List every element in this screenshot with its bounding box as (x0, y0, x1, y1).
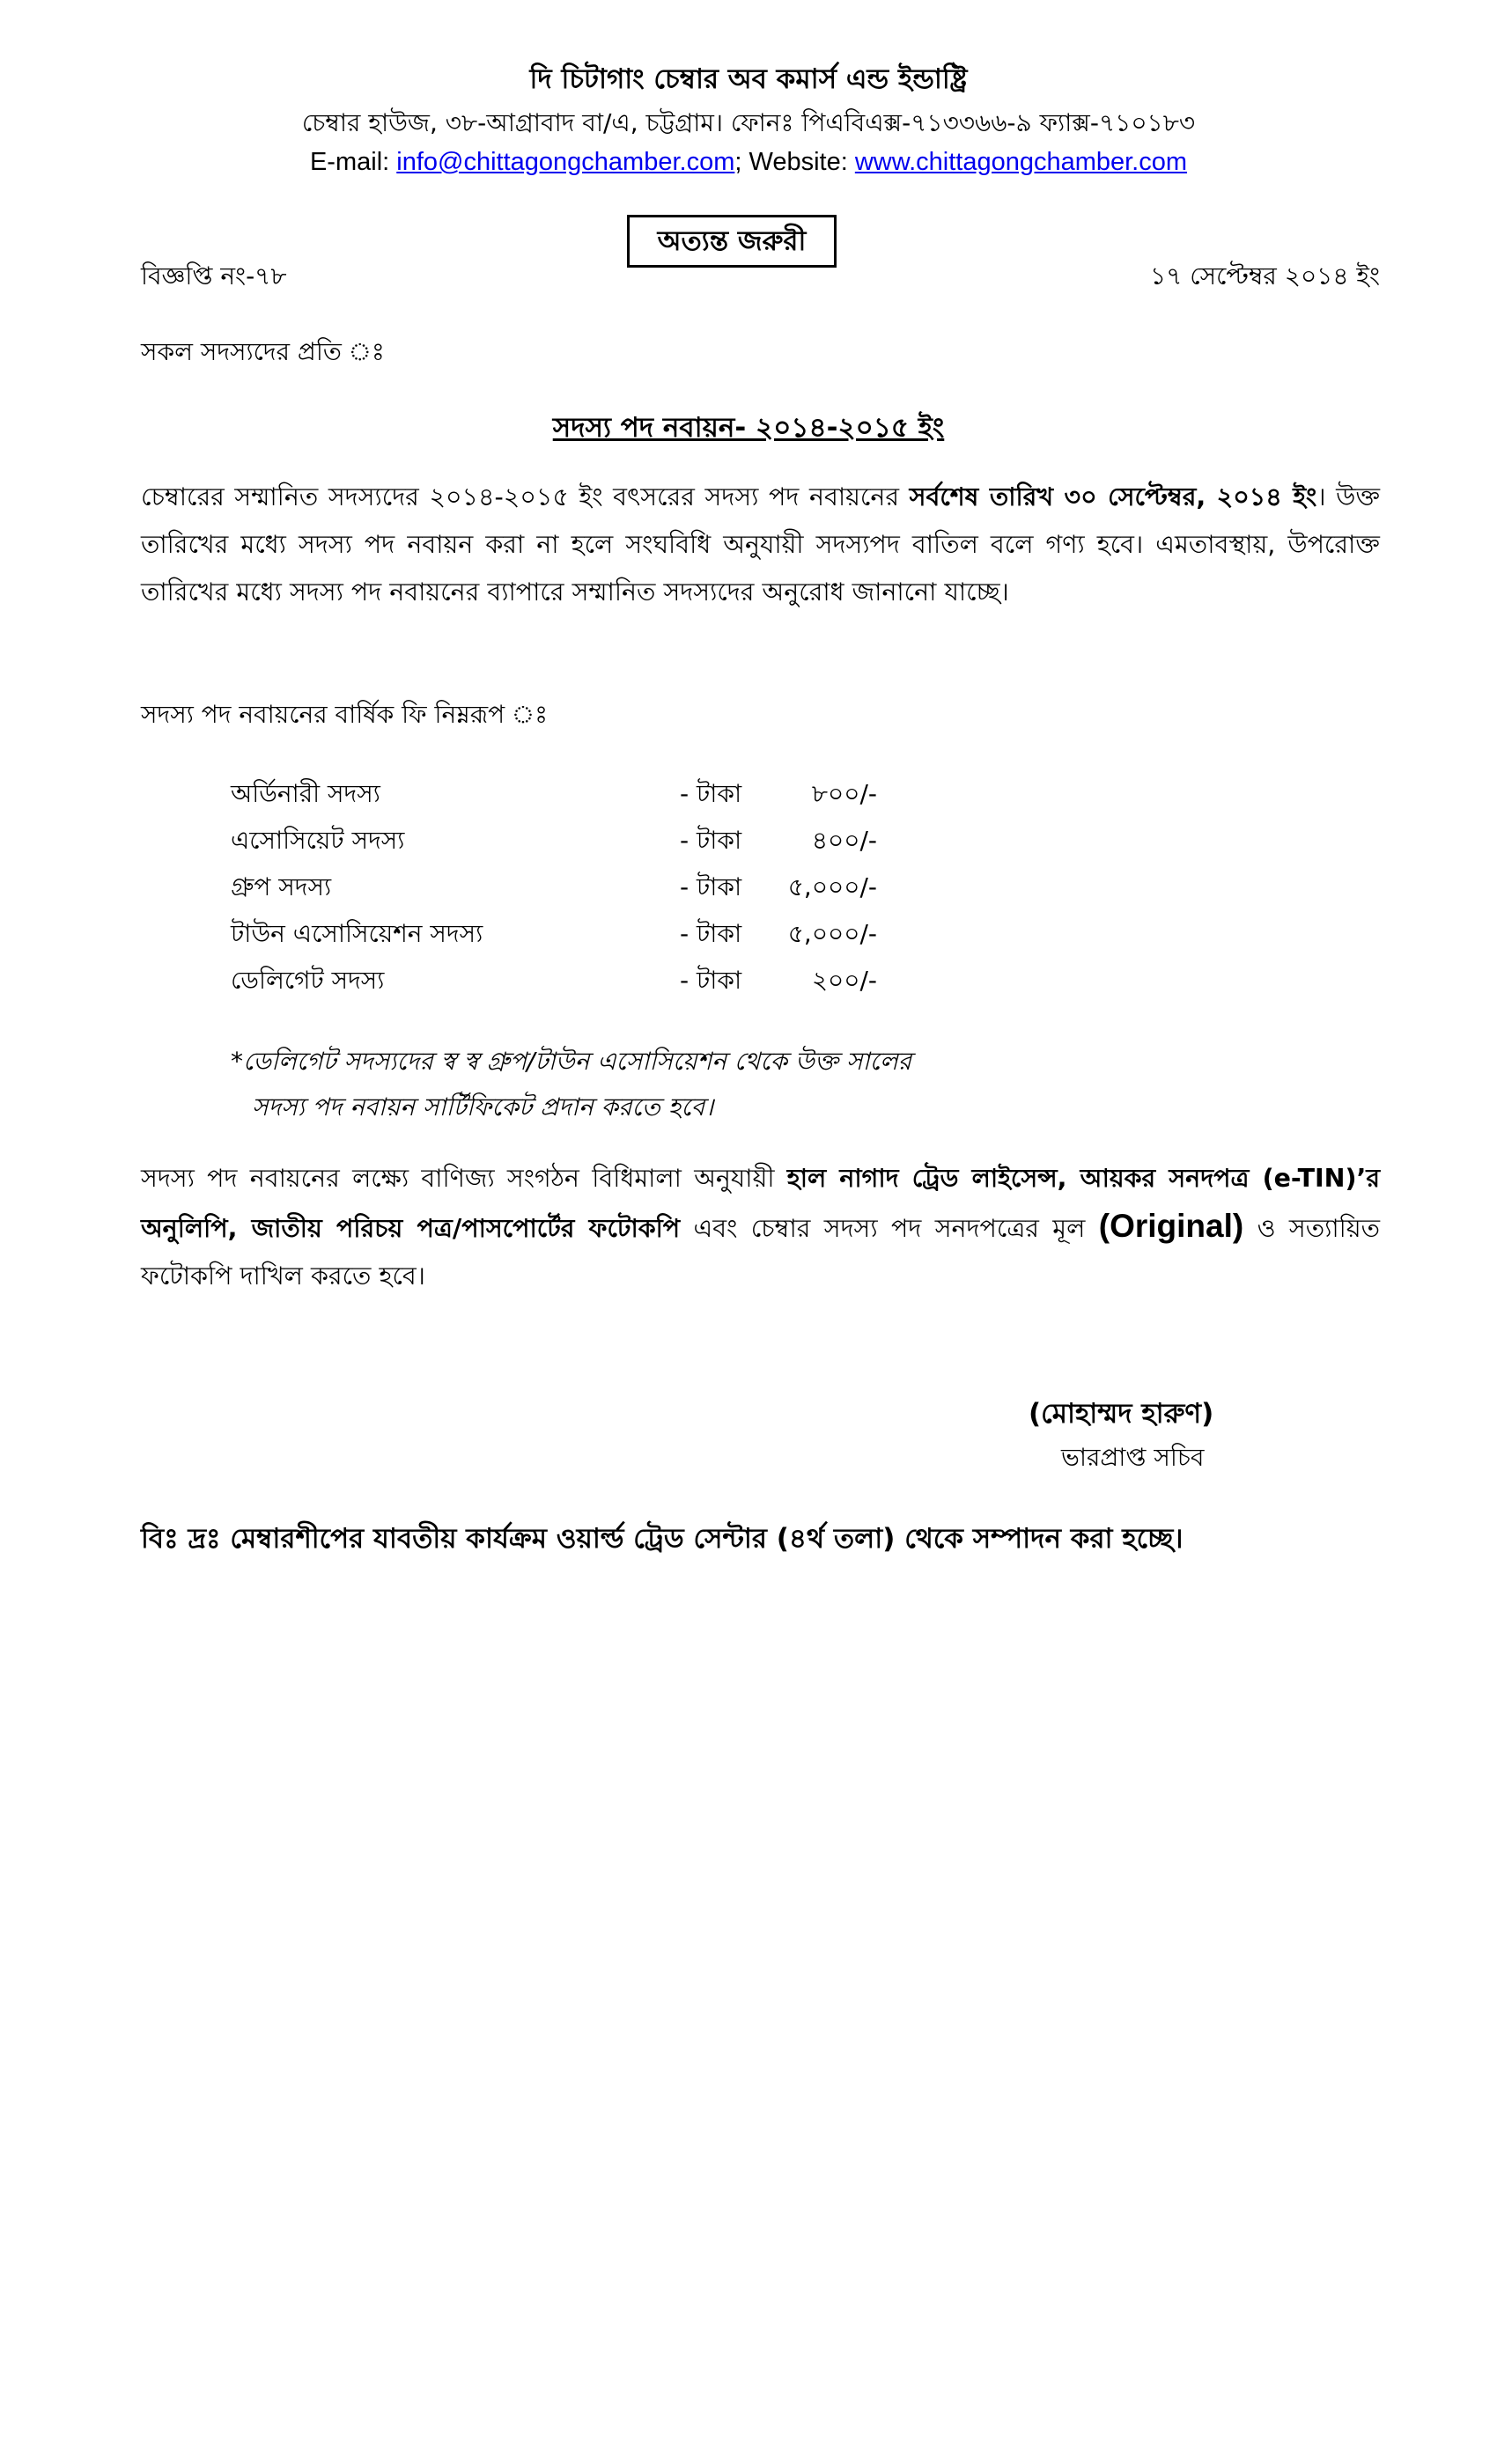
subject-heading (0, 407, 1497, 452)
signatory-name: (মোহাম্মদ হারুণ) (1029, 1398, 1214, 1430)
org-name: দি চিটাগাং চেম্বার অব কমার্স এন্ড ইন্ডাষ্ট্রি (529, 63, 968, 95)
fee-unit: - টাকা (680, 779, 742, 808)
contact-line (0, 148, 1497, 177)
fee-name: টাউন এসোসিয়েশন সদস্য (231, 919, 483, 948)
fee-unit: - টাকা (680, 826, 742, 855)
website-label: ; Website: (734, 148, 855, 176)
notice-number: বিজ্ঞপ্তি নং-৭৮ (141, 261, 287, 291)
footnote-line-1: *ডেলিগেট সদস্যদের স্ব স্ব গ্রুপ/টাউন এসোসিয়েশন থেকে উক্ত সালের (231, 1047, 912, 1076)
urgent-label: অত্যন্ত জরুরী (627, 215, 837, 268)
delegate-footnote (231, 1039, 911, 1130)
subject-text: সদস্য পদ নবায়ন- ২০১৪-২০১৫ ইং (552, 412, 945, 444)
deadline-bold: সর্বশেষ তারিখ ৩০ সেপ্টেম্বর, ২০১৪ ইং (909, 482, 1317, 511)
paragraph2-text-b: এবং চেম্বার সদস্য পদ সনদপত্রের মূল (680, 1214, 1099, 1243)
fee-heading: সদস্য পদ নবায়নের বার্ষিক ফি নিম্নরূপ ঃ (141, 700, 549, 729)
fee-unit: - টাকা (680, 872, 742, 901)
fee-amount: ২০০/- (811, 966, 877, 995)
website-link[interactable]: www.chittagongchamber.com (854, 148, 1188, 176)
fee-name: এসোসিয়েট সদস্য (231, 826, 405, 855)
fee-row (231, 775, 935, 821)
fee-row (231, 915, 935, 961)
org-address: চেম্বার হাউজ, ৩৮-আগ্রাবাদ বা/এ, চট্টগ্রাম। ফোনঃ পিএবিএক্স-৭১৩৩৬৬-৯ ফ্যাক্স-৭১০১৮৩ (301, 108, 1196, 137)
footnote-line-2: সদস্য পদ নবায়ন সার্টিফিকেট প্রদান করতে হবে। (252, 1092, 714, 1122)
fee-name: ডেলিগেট সদস্য (231, 966, 385, 995)
signatory-title: ভারপ্রাপ্ত সচিব (1061, 1443, 1205, 1472)
documents-bold: হাল নাগাদ ট্রেড লাইসেন্স, আয়কর সনদপত্র (e-TIN)’র অনুলিপি, জাতীয় পরিচয় পত্র/পাসপোর্টের ফটোকপি (141, 1164, 1380, 1243)
fee-amount: ৫,০০০/- (787, 872, 877, 901)
fee-name: অর্ডিনারী সদস্য (231, 779, 380, 808)
fee-row (231, 961, 935, 1008)
notice-date: ১৭ সেপ্টেম্বর ২০১৪ ইং (1150, 261, 1380, 291)
paragraph1-text-a: চেম্বারের সম্মানিত সদস্যদের ২০১৪-২০১৫ ইং বৎসরের সদস্য পদ নবায়নের (141, 482, 910, 511)
fee-list (231, 775, 935, 1008)
fee-amount: ৫,০০০/- (787, 919, 877, 948)
paragraph2-text-c: ও সত্যায়িত ফটোকপি দাখিল করতে হবে। (141, 1214, 1380, 1291)
fee-unit: - টাকা (680, 966, 742, 995)
footer-note: বিঃ দ্রঃ মেম্বারশীপের যাবতীয় কার্যক্রম ওয়ার্ল্ড ট্রেড সেন্টার (৪র্থ তলা) থেকে সম্পাদন করা হচ্ছে। (141, 1523, 1184, 1555)
fee-name: গ্রুপ সদস্য (231, 872, 332, 901)
paragraph-documents (141, 1155, 1380, 1300)
fee-unit: - টাকা (680, 919, 742, 948)
fee-amount: ৮০০/- (811, 779, 877, 808)
email-label: E-mail: (309, 148, 397, 176)
paragraph-deadline (141, 474, 1380, 616)
fee-row (231, 821, 935, 868)
fee-amount: ৪০০/- (811, 826, 877, 855)
paragraph1-text-b: । উক্ত তারিখের মধ্যে সদস্য পদ নবায়ন করা না হলে সংঘবিধি অনুযায়ী সদস্যপদ বাতিল বলে গণ্য হবে। এমতাবস্থায়, উপরোক্ত তারিখের মধ্যে সদস্য পদ নবায়নের ব্যাপারে সম্মানিত সদস্যদের অনুরোধ জানানো যাচ্ছে। (141, 482, 1381, 607)
salutation: সকল সদস্যদের প্রতি ঃ (141, 337, 385, 366)
fee-row (231, 868, 935, 915)
email-link[interactable]: info@chittagongchamber.com (396, 148, 735, 176)
paragraph2-text-a: সদস্য পদ নবায়নের লক্ষ্যে বাণিজ্য সংগঠন বিধিমালা অনুযায়ী (141, 1164, 787, 1193)
original-label: (Original) (1098, 1208, 1244, 1244)
